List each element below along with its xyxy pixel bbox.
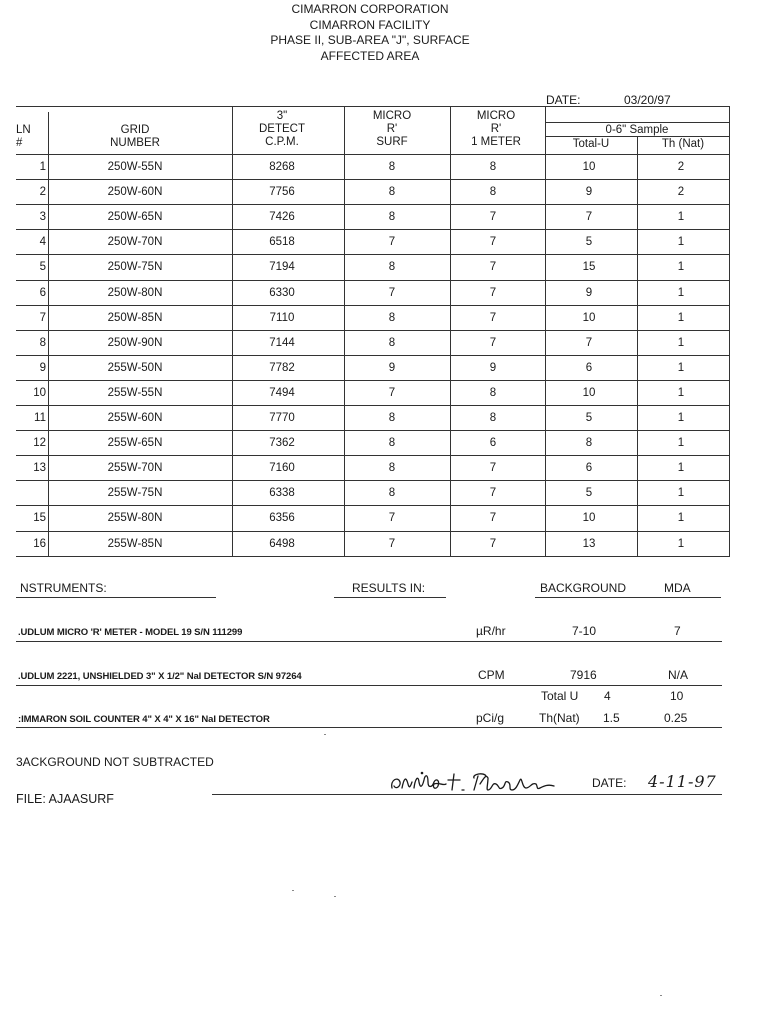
header-th-nat: Th (Nat) [661,138,705,150]
mda-th-nat: 0.25 [664,711,688,725]
row-grid-number: 250W-60N [107,186,163,199]
row-total-u: 10 [582,386,596,399]
phase-subarea: PHASE II, SUB-AREA "J", SURFACE [270,33,470,47]
company-name: CIMARRON CORPORATION [291,2,449,16]
document-header [0,2,740,64]
row-ln: 9 [39,361,46,374]
row-grid-number: 255W-75N [107,487,163,500]
row-ln: 16 [33,537,46,550]
row-ln: 8 [39,336,46,349]
row-micro-surf: 9 [388,361,396,374]
row-rule [16,254,730,255]
row-micro-1meter: 8 [489,386,497,399]
row-th-nat: 1 [677,236,685,249]
row-total-u: 10 [582,311,596,324]
row-ln: 2 [39,186,46,199]
row-th-nat: 1 [677,286,685,299]
row-micro-surf: 7 [388,236,396,249]
row-total-u: 6 [585,462,593,475]
instrument-soil-counter: :IMMARON SOIL COUNTER 4" X 4" X 16" NaI DETECTOR [18,714,270,725]
unit-cpm: CPM [478,668,505,682]
background-micro-r: 7-10 [572,624,597,638]
row-grid-number: 255W-80N [107,512,163,525]
row-cpm: 7770 [269,412,295,424]
row-micro-1meter: 6 [489,437,497,450]
scan-speck [324,734,326,735]
row-ln: 12 [33,437,46,450]
header-ln: LN # [16,124,31,149]
row-th-nat: 1 [677,336,685,349]
row-cpm: 7194 [269,261,295,274]
row-cpm: 6330 [269,286,295,299]
row-cpm: 7160 [269,462,295,475]
row-micro-surf: 7 [388,386,396,399]
header-total-u: Total-U [572,138,610,150]
row-micro-1meter: 8 [489,412,497,424]
row-micro-1meter: 7 [489,462,497,475]
mda-heading: MDA [664,581,691,595]
row-grid-number: 250W-70N [107,236,163,249]
row-grid-number: 250W-80N [107,286,163,299]
row-rule [16,455,730,456]
row-th-nat: 1 [677,487,685,500]
row-total-u: 9 [585,286,593,299]
row-micro-1meter: 7 [489,211,497,224]
row-cpm: 6518 [269,236,295,249]
row-micro-1meter: 7 [489,336,497,349]
file-name: FILE: AJAASURF [16,792,114,806]
scan-speck [292,890,294,891]
row-ln: 15 [33,512,46,525]
row-th-nat: 1 [677,462,685,475]
row-total-u: 7 [585,211,593,224]
row-rule [16,179,730,180]
sub-label-th-nat: Th(Nat) [539,711,580,725]
sub-label-total-u: Total U [541,689,579,703]
row-grid-number: 250W-65N [107,211,163,224]
row-micro-surf: 8 [388,261,396,274]
row-total-u: 6 [585,361,593,374]
header-sample-group: 0-6" Sample [605,124,669,136]
row-cpm: 7756 [269,186,295,199]
instrument-2-rule [16,685,722,686]
row-cpm: 7362 [269,437,295,450]
instruments-heading: NSTRUMENTS: [20,581,107,595]
row-rule [16,305,730,306]
row-rule [16,330,730,331]
row-micro-surf: 8 [388,437,396,450]
row-grid-number: 255W-50N [107,361,163,374]
row-cpm: 8268 [269,161,295,173]
table-right-border [729,106,730,556]
instrument-1-rule [16,641,722,642]
row-th-nat: 1 [677,512,685,525]
row-ln: 4 [39,236,46,249]
row-grid-number: 255W-65N [107,437,163,450]
row-total-u: 5 [585,412,593,424]
row-total-u: 5 [585,236,593,249]
row-micro-surf: 8 [388,336,396,349]
row-grid-number: 250W-75N [107,261,163,274]
header-micro-surf: MICRO R' SURF [372,110,412,148]
row-total-u: 13 [582,537,596,550]
bg-mda-underline [535,597,721,598]
sample-group-rule [545,122,730,123]
row-grid-number: 250W-85N [107,311,163,324]
row-rule [16,531,730,532]
row-rule [16,556,730,557]
date-label: DATE: [546,93,581,107]
row-total-u: 15 [582,261,596,274]
background-th-nat: 1.5 [603,711,620,725]
row-rule [16,480,730,481]
row-cpm: 7144 [269,336,295,349]
signature-line [212,794,722,795]
row-micro-surf: 8 [388,487,396,500]
row-micro-1meter: 7 [489,261,497,274]
row-total-u: 9 [585,186,593,199]
row-cpm: 7782 [269,361,295,374]
row-micro-1meter: 7 [489,236,497,249]
unit-pci-g: pCi/g [476,711,505,725]
row-rule [16,380,730,381]
results-heading: RESULTS IN: [352,581,426,595]
background-cpm: 7916 [570,668,597,682]
row-rule [16,505,730,506]
row-micro-1meter: 9 [489,361,497,374]
row-micro-1meter: 7 [489,512,497,525]
row-th-nat: 1 [677,261,685,274]
row-rule [16,229,730,230]
row-th-nat: 1 [677,537,685,550]
row-th-nat: 1 [677,412,685,424]
row-total-u: 10 [582,512,596,525]
row-ln: 6 [39,286,46,299]
row-micro-surf: 8 [388,462,396,475]
row-th-nat: 1 [677,437,685,450]
row-grid-number: 255W-85N [107,537,163,550]
row-micro-surf: 8 [388,161,396,173]
row-micro-1meter: 7 [489,286,497,299]
row-micro-1meter: 7 [489,487,497,500]
header-bottom-rule [16,154,730,155]
row-ln: 5 [39,261,46,274]
row-cpm: 7110 [269,311,295,324]
background-note: 3ACKGROUND NOT SUBTRACTED [16,755,214,769]
row-micro-surf: 8 [388,186,396,199]
header-grid-number: GRID NUMBER [110,124,160,149]
row-micro-1meter: 7 [489,311,497,324]
row-micro-surf: 7 [388,537,396,550]
row-cpm: 6356 [269,512,295,525]
row-th-nat: 1 [677,311,685,324]
row-th-nat: 1 [677,211,685,224]
row-rule [16,430,730,431]
row-cpm: 6338 [269,487,295,500]
table-top-rule [16,106,730,107]
instrument-nai-detector: .UDLUM 2221, UNSHIELDED 3" X 1/2" NaI DETECTOR S/N 97264 [18,671,302,682]
header-micro-1meter: MICRO R' 1 METER [471,110,521,148]
scan-speck [660,995,662,996]
row-rule [16,204,730,205]
results-heading-underline [334,597,446,598]
instrument-micro-r-meter: .UDLUM MICRO 'R' METER - MODEL 19 S/N 111299 [18,627,243,638]
row-total-u: 10 [582,161,596,173]
row-micro-surf: 8 [388,211,396,224]
row-ln: 11 [34,412,46,424]
signature-date-label: DATE: [592,776,627,790]
row-grid-number: 250W-90N [107,336,163,349]
row-total-u: 7 [585,336,593,349]
row-th-nat: 1 [677,361,685,374]
row-grid-number: 250W-55N [107,161,163,173]
row-rule [16,405,730,406]
mda-micro-r: 7 [674,624,681,638]
area-title: AFFECTED AREA [320,48,420,63]
row-micro-surf: 7 [388,512,396,525]
row-rule [16,355,730,356]
row-ln: 7 [39,311,46,324]
row-grid-number: 255W-60N [107,412,163,424]
background-heading: BACKGROUND [540,581,627,595]
row-total-u: 8 [585,437,593,450]
row-total-u: 5 [585,487,593,500]
row-th-nat: 1 [677,386,685,399]
mda-cpm: N/A [668,668,689,682]
header-detect-cpm: 3" DETECT C.P.M. [259,110,305,148]
row-th-nat: 2 [677,186,685,199]
scan-speck [334,896,336,897]
row-cpm: 7426 [269,211,295,224]
unit-micro-r: µR/hr [476,624,506,638]
row-micro-1meter: 8 [489,161,497,173]
row-ln: 3 [39,211,46,224]
mda-total-u: 10 [670,689,684,703]
row-grid-number: 255W-55N [107,386,163,399]
row-th-nat: 2 [677,161,685,173]
signature [388,770,588,796]
row-micro-1meter: 7 [489,537,497,550]
row-cpm: 6498 [269,537,295,550]
date-value: 03/20/97 [624,93,671,107]
facility-name: CIMARRON FACILITY [309,17,431,32]
row-micro-surf: 8 [388,412,396,424]
background-total-u: 4 [604,689,611,703]
row-micro-1meter: 8 [489,186,497,199]
instrument-3-rule [16,727,722,728]
row-cpm: 7494 [269,386,295,399]
row-ln: 13 [33,462,46,475]
row-micro-surf: 8 [388,311,396,324]
signature-date-value: 4-11-97 [648,772,717,791]
row-ln: 1 [39,161,46,173]
row-rule [16,280,730,281]
row-grid-number: 255W-70N [107,462,163,475]
row-micro-surf: 7 [388,286,396,299]
instruments-heading-underline [16,597,216,598]
row-ln: 10 [33,386,46,399]
